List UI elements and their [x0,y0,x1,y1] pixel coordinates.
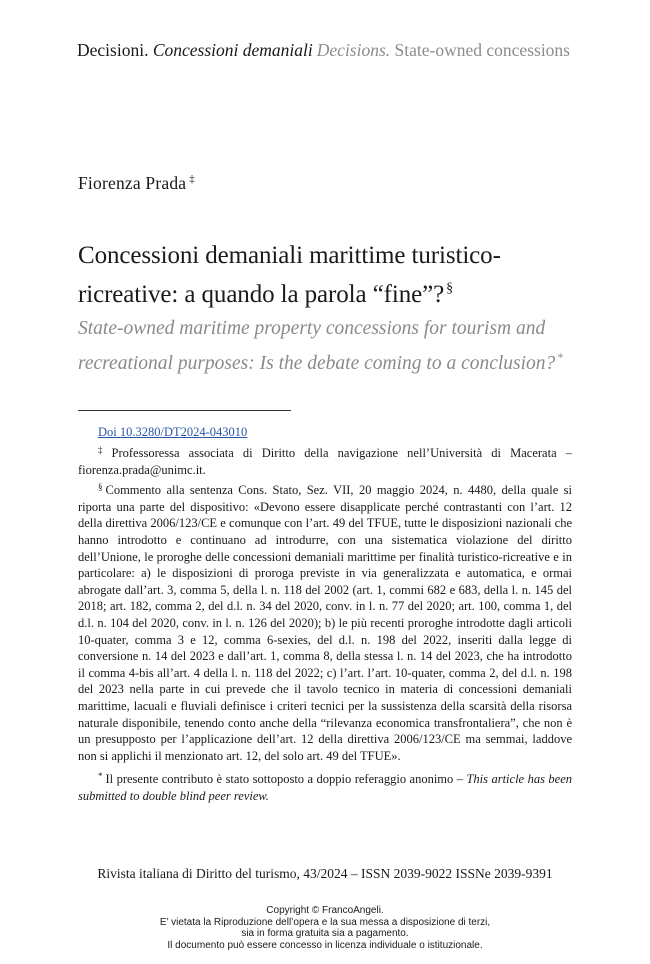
header-right-title: Decisions. [316,40,391,60]
footnote-rule [78,410,291,411]
doi-link[interactable]: Doi 10.3280/DT2024-043010 [98,425,248,439]
footnote-commentary-text: Commento alla sentenza Cons. Stato, Sez. VII, 20 maggio 2024, n. 4480, della quale si riporta una parte del dispositivo: «Devono essere disapplicate perché contrastanti con l’art. 12 della direttiva 2006/123/CE e comunque con l’art. 49 del TFUE, tutte le disposizioni nazionali che hanno introdotto e continuano ad introdurre, con una sistematica violazione del diritto dell’Unione, le proroghe delle concessioni demaniali marittime per finalità turistico-ricreative e in particolare: a) le disposizioni di proroga previste in via generalizzata e automatica, e ormai abrogate dall’art. 3, comma 5, della l. n. 118 del 2002 (art. 1, commi 682 e 683, della l. n. 145 del 2018; art. 182, comma 2, del d.l. n. 34 del 2020, conv. in l. n. 77 del 2020; art. 100, comma 1, del d.l. n. 104 del 2020, conv. in l. n. 126 del 2020); b) le più recenti proroghe introdotte dagli articoli 10-quater, comma 3 e 12, comma 6-sexies, del d.l. n. 198 del 2022, inseriti dalla legge di conversione n. 14 del 2023 e dall’art. 1, comma 8, della stessa l. n. 14 del 2023, che ha introdotto il comma 4-bis all’art. 4 della l. n. 118 del 2022; c) l’art. l’art. 10-quater, comma 2, del d.l. n. 198 del 2023 nella parte in cui prevede che il tavolo tecnico in materia di concessioni demaniali marittime, lacuali e fluviali definisce i criteri tecnici per la sussistenza della scarsità della risorsa naturale disponibile, tenendo conto anche della “rilevanza economica transfrontaliera”, che non è un presupposto per l’applicazione dell’art. 12 della direttiva 2006/123/CE ma semmai, laddove non si applichi il menzionato art. 12, del solo art. 49 del TFUE». [78,483,572,763]
running-header-en [317,40,570,61]
footnote-mark: ‡ [98,445,109,455]
footnote-affiliation-text: Professoressa associata di Diritto della navigazione nell’Università di Macerata – fiorenza.prada@unimc.it. [78,446,573,477]
title-footnote-mark: § [446,281,454,296]
copyright-line: E’ vietata la Riproduzione dell’opera e la sua messa a disposizione di terzi, [159,916,491,928]
footnotes [78,442,572,804]
footnote-mark: § [98,482,103,493]
copyright-line: Il documento può essere concesso in licenza individuale o istituzionale. [167,939,483,951]
footnote-review-text: Il presente contributo è stato sottoposto a doppio referaggio anonimo – [105,772,463,787]
article-subtitle-text: State-owned maritime property concessions for tourism and recreational purposes: Is the debate coming to a conclusion? [78,318,556,374]
author-line [78,173,195,194]
footnote-peer-review [78,768,572,804]
footnote-review-italic: This article has been submitted to double blind peer review. [78,772,572,803]
article-subtitle [78,315,588,378]
journal-footer: Rivista italiana di Diritto del turismo, 43/2024 – ISSN 2039-9022 ISSNe 2039-9391 [97,866,553,881]
footnote-mark: * [98,771,103,782]
header-right-subtitle: State-owned concessions [394,40,570,60]
article-title-text: Concessioni demaniali marittime turistico-ricreative: a quando la parola “fine”? [78,242,501,308]
header-left-title: Decisioni. [77,40,149,60]
footnote-commentary [78,479,572,764]
footnote-affiliation [78,442,572,478]
author-name: Fiorenza Prada [78,173,187,193]
running-header-it [77,40,313,61]
article-title [78,239,578,311]
copyright-notice [0,905,650,951]
subtitle-footnote-mark: * [557,350,564,364]
copyright-line: sia in forma gratuita sia a pagamento. [241,928,409,940]
header-left-subtitle: Concessioni demaniali [152,40,313,60]
author-footnote-mark: ‡ [189,173,195,185]
copyright-line: Copyright © FrancoAngeli. [266,905,384,916]
